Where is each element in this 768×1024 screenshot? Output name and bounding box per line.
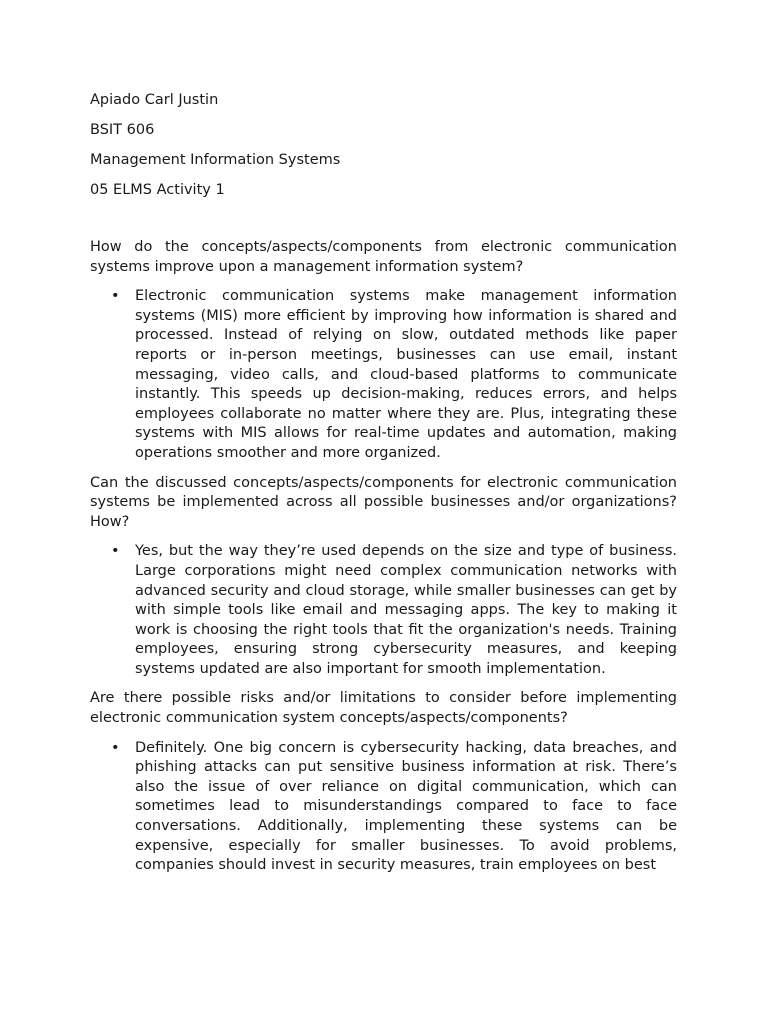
bullet-icon: • bbox=[111, 543, 120, 560]
answer-1 bbox=[90, 287, 677, 463]
answer-text: Electronic communication systems make management information systems (MIS) more efficient by improving how information is shared and processed. Instead of relying on slow, outdated methods like paper reports or in-person meetings, businesses can use email, instant messaging, video calls, and cloud-based platforms to communicate instantly. This speeds up decision-making, reduces errors, and helps employees collaborate no matter where they are. Plus, integrating these systems with MIS allows for real-time updates and automation, making operations smoother and more organized. bbox=[135, 288, 677, 461]
answer-3 bbox=[90, 739, 677, 876]
document-header bbox=[90, 90, 677, 200]
document-body bbox=[90, 90, 677, 886]
question-3: Are there possible risks and/or limitations to consider before implementing electronic communication system concepts/aspects/components? bbox=[90, 690, 677, 727]
bullet-icon: • bbox=[111, 288, 120, 305]
student-name: Apiado Carl Justin bbox=[90, 92, 219, 108]
answer-list-3 bbox=[90, 739, 677, 876]
student-section: BSIT 606 bbox=[90, 122, 155, 138]
question-2: Can the discussed concepts/aspects/components for electronic communication systems be implemented across all possible businesses and/or organizations? How? bbox=[90, 474, 677, 530]
answer-text: Definitely. One big concern is cybersecurity hacking, data breaches, and phishing attacks can put sensitive business information at risk. There’s also the issue of over reliance on digital communication, which can sometimes lead to misunderstandings compared to face to face conversations. Additionally, implementing these systems can be expensive, especially for smaller businesses. To avoid problems, companies should invest in security measures, train employees on best bbox=[135, 739, 677, 874]
question-1: How do the concepts/aspects/components from electronic communication systems improve upon a management information system? bbox=[90, 239, 677, 275]
bullet-icon: • bbox=[111, 739, 120, 756]
course-title: Management Information Systems bbox=[90, 152, 341, 168]
answer-list-1 bbox=[90, 287, 677, 463]
answer-2 bbox=[90, 542, 677, 679]
answer-text: Yes, but the way they’re used depends on the size and type of business. Large corporations might need complex communication networks with advanced security and cloud storage, while smaller businesses can get by with simple tools like email and messaging apps. The key to making it work is choosing the right tools that fit the organization's needs. Training employees, ensuring strong cybersecurity measures, and keeping systems updated are also important for smooth implementation. bbox=[135, 543, 677, 677]
activity-title: 05 ELMS Activity 1 bbox=[90, 182, 225, 198]
answer-list-2 bbox=[90, 542, 677, 679]
